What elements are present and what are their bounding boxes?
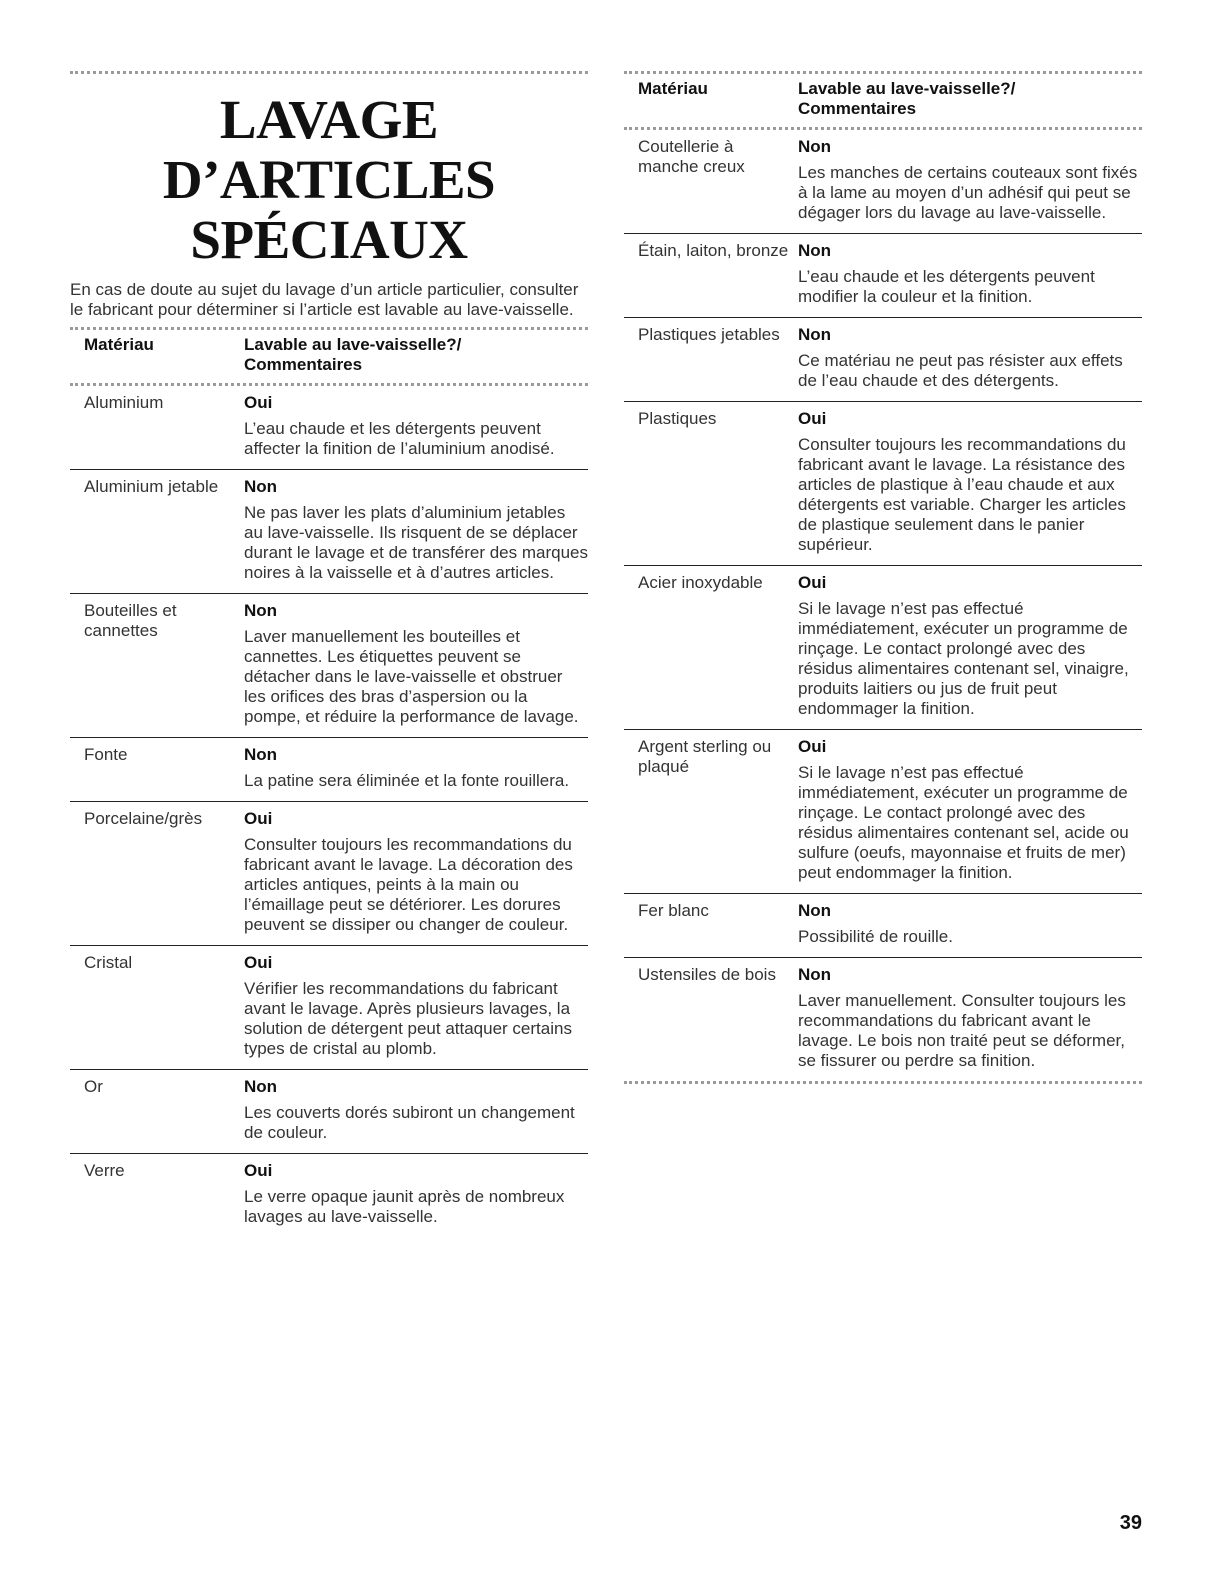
material-cell: Fer blanc (638, 901, 709, 920)
material-cell: Étain, laiton, bronze (638, 241, 789, 260)
comment-text: L’eau chaude et les détergents peuvent modifier la couleur et la finition. (798, 267, 1095, 306)
comment-cell (798, 901, 1142, 947)
table-row (624, 402, 1142, 566)
table-row (70, 946, 588, 1070)
comment-text: Ne pas laver les plats d’aluminium jetables au lave-vaisselle. Ils risquent de se déplacer durant le lavage et de transférer des marques noires à la vaisselle et à d’autres articles. (244, 503, 588, 582)
verdict-label: Non (798, 901, 832, 920)
verdict-label: Non (798, 965, 832, 984)
comment-text: Laver manuellement. Consulter toujours les recommandations du fabricant avant le lavage. Le bois non traité peut se déformer, se fissurer ou perdre sa finition. (798, 991, 1126, 1070)
top-dotted-rule (70, 71, 588, 74)
table-row (624, 958, 1142, 1081)
comment-cell (798, 737, 1142, 883)
comment-cell (244, 1077, 588, 1143)
comment-cell (798, 137, 1142, 223)
comment-text: Les couverts dorés subiront un changement de couleur. (244, 1103, 575, 1142)
table-header (624, 74, 1142, 127)
material-cell: Bouteilles et cannettes (84, 601, 177, 640)
header-comment-line2: Commentaires (244, 355, 363, 374)
verdict-label: Non (798, 241, 832, 260)
verdict-label: Oui (798, 573, 827, 592)
header-comment-line1: Lavable au lave-vaisselle?/ (244, 335, 462, 354)
verdict-label: Non (798, 137, 832, 156)
table-row (70, 802, 588, 946)
verdict-label: Oui (244, 393, 273, 412)
comment-cell (798, 241, 1142, 307)
header-comment (798, 79, 1142, 119)
comment-cell (244, 601, 588, 727)
material-cell: Fonte (84, 745, 128, 764)
verdict-label: Non (244, 1077, 278, 1096)
verdict-label: Non (244, 745, 278, 764)
comment-text: Vérifier les recommandations du fabricant avant le lavage. Après plusieurs lavages, la solution de détergent peut attaquer certains types de cristal au plomb. (244, 979, 572, 1058)
table-row (70, 1070, 588, 1154)
page-number: 39 (1119, 1512, 1142, 1534)
comment-text: Si le lavage n’est pas effectué immédiatement, exécuter un programme de rinçage. Le contact prolongé avec des résidus alimentaires contenant sel, acide ou sulfure (oeufs, mayonnaise et fruits de mer) peut endommager la finition. (798, 763, 1129, 882)
material-cell: Aluminium (84, 393, 164, 412)
comment-text: Possibilité de rouille. (798, 927, 953, 946)
comment-cell (244, 393, 588, 459)
comment-text: Laver manuellement les bouteilles et cannettes. Les étiquettes peuvent se détacher dans le lave-vaisselle et obstruer les orifices des bras d’aspersion ou la pompe, et réduire la performance de lavage. (244, 627, 579, 726)
left-table (70, 327, 588, 1237)
material-cell: Plastiques jetables (638, 325, 780, 344)
verdict-label: Oui (244, 1161, 273, 1180)
table-row (624, 234, 1142, 318)
material-cell: Argent sterling ou plaqué (638, 737, 772, 776)
material-cell: Porcelaine/grès (84, 809, 203, 828)
comment-text: Le verre opaque jaunit après de nombreux lavages au lave-vaisselle. (244, 1187, 565, 1226)
header-material: Matériau (84, 335, 154, 354)
material-cell: Acier inoxydable (638, 573, 763, 592)
verdict-label: Oui (798, 409, 827, 428)
page-title-line1: LAVAGE D’ARTICLES (162, 89, 496, 210)
comment-cell (244, 745, 588, 791)
comment-text: La patine sera éliminée et la fonte rouillera. (244, 771, 570, 790)
right-column (624, 0, 1142, 1084)
table-row (70, 386, 588, 470)
table-row (624, 730, 1142, 894)
comment-cell (244, 1161, 588, 1227)
material-cell: Verre (84, 1161, 125, 1180)
page-title (70, 90, 588, 270)
header-comment-line2: Commentaires (798, 99, 917, 118)
verdict-label: Non (798, 325, 832, 344)
table-row (70, 738, 588, 802)
table-row (624, 894, 1142, 958)
comment-cell (798, 325, 1142, 391)
comment-text: L’eau chaude et les détergents peuvent affecter la finition de l’aluminium anodisé. (244, 419, 555, 458)
header-comment (244, 335, 588, 375)
material-cell: Ustensiles de bois (638, 965, 776, 984)
comment-text: Consulter toujours les recommandations du fabricant avant le lavage. La résistance des articles de plastique à l’eau chaude et aux détergents est variable. Charger les articles de plastique seulement dans le panier supérieur. (798, 435, 1126, 554)
material-cell: Plastiques (638, 409, 717, 428)
table-row (624, 130, 1142, 234)
comment-cell (244, 953, 588, 1059)
table-row (70, 594, 588, 738)
comment-cell (244, 809, 588, 935)
material-cell: Cristal (84, 953, 133, 972)
header-material: Matériau (638, 79, 708, 98)
table-row (624, 318, 1142, 402)
table-row (70, 470, 588, 594)
comment-text: Les manches de certains couteaux sont fixés à la lame au moyen d’un adhésif qui peut se dégager lors du lavage au lave-vaisselle. (798, 163, 1138, 222)
page-title-line2: SPÉCIAUX (190, 209, 468, 270)
table-row (70, 1154, 588, 1237)
header-comment-line1: Lavable au lave-vaisselle?/ (798, 79, 1016, 98)
verdict-label: Oui (244, 953, 273, 972)
verdict-label: Oui (244, 809, 273, 828)
left-column (70, 0, 588, 1237)
intro-paragraph: En cas de doute au sujet du lavage d’un article particulier, consulter le fabricant pour déterminer si l’article est lavable au lave-vaisselle. (70, 280, 579, 319)
table-row (624, 566, 1142, 730)
material-cell: Aluminium jetable (84, 477, 219, 496)
comment-text: Ce matériau ne peut pas résister aux effets de l’eau chaude et des détergents. (798, 351, 1123, 390)
comment-cell (244, 477, 588, 583)
verdict-label: Non (244, 477, 278, 496)
table-header (70, 330, 588, 383)
comment-cell (798, 573, 1142, 719)
comment-cell (798, 409, 1142, 555)
verdict-label: Oui (798, 737, 827, 756)
comment-text: Si le lavage n’est pas effectué immédiatement, exécuter un programme de rinçage. Le contact prolongé avec des résidus alimentaires contenant sel, vinaigre, produits laitiers ou jus de fruit peut endommager la finition. (798, 599, 1129, 718)
right-table-bottom-rule (624, 1081, 1142, 1084)
verdict-label: Non (244, 601, 278, 620)
right-table (624, 74, 1142, 1084)
material-cell: Or (84, 1077, 103, 1096)
material-cell: Coutellerie à manche creux (638, 137, 745, 176)
comment-cell (798, 965, 1142, 1071)
comment-text: Consulter toujours les recommandations du fabricant avant le lavage. La décoration des articles antiques, peints à la main ou l’émaillage peut se détériorer. Les dorures peuvent se dissiper ou changer de couleur. (244, 835, 573, 934)
